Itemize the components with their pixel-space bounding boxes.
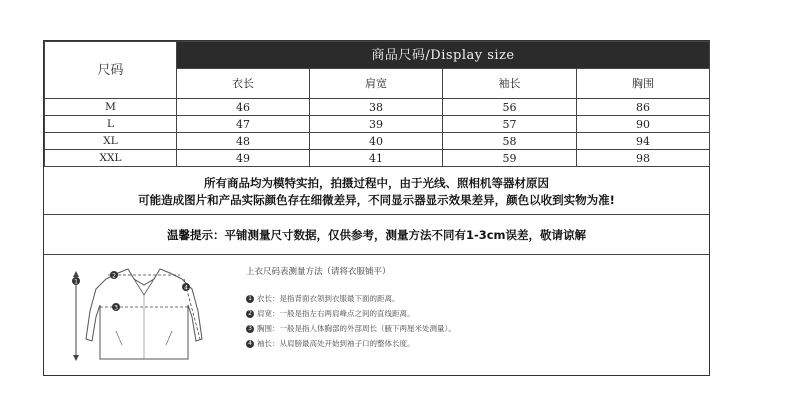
value-cell: 56	[443, 99, 577, 116]
size-cell: L	[45, 116, 177, 133]
value-cell: 94	[577, 133, 710, 150]
guide-number: 3	[246, 325, 254, 333]
size-cell: XL	[45, 133, 177, 150]
jacket-diagram	[66, 261, 226, 371]
value-cell: 98	[577, 150, 710, 167]
svg-text:2: 2	[112, 272, 116, 280]
svg-text:1: 1	[74, 278, 78, 286]
guide-title: 上衣尺码表测量方法（请将衣服铺平）	[246, 267, 391, 277]
value-cell: 48	[177, 133, 310, 150]
disclaimer-line-2: 可能造成图片和产品实际颜色存在细微差异，不同显示器显示效果差异，颜色以收到实物为准!	[138, 193, 615, 207]
guide-text: 袖长：从肩膀最高处开始到袖子口的整体长度。	[257, 339, 415, 348]
guide-number: 1	[246, 295, 254, 303]
value-cell: 38	[310, 99, 443, 116]
value-cell: 39	[310, 116, 443, 133]
size-cell: XXL	[45, 150, 177, 167]
disclaimer-line-1: 所有商品均为模特实拍，拍摄过程中，由于光线、照相机等器材原因	[204, 176, 549, 190]
value-cell: 57	[443, 116, 577, 133]
guide-item	[246, 293, 400, 304]
size-cell: M	[45, 99, 177, 116]
size-chart-frame	[43, 40, 710, 376]
table-row	[45, 116, 710, 133]
value-cell: 41	[310, 150, 443, 167]
col-shoulder: 肩宽	[310, 69, 443, 99]
value-cell: 59	[443, 150, 577, 167]
guide-item	[246, 323, 456, 334]
table-row	[45, 99, 710, 116]
guide-item	[246, 338, 415, 349]
guide-item	[246, 308, 415, 319]
table-row	[45, 150, 710, 167]
value-cell: 90	[577, 116, 710, 133]
size-table	[44, 41, 710, 167]
marker-2	[110, 271, 118, 280]
value-cell: 49	[177, 150, 310, 167]
marker-1	[72, 277, 80, 286]
table-title: 商品尺码/Display size	[177, 42, 710, 69]
value-cell: 46	[177, 99, 310, 116]
color-disclaimer	[44, 170, 709, 215]
col-sleeve: 袖长	[443, 69, 577, 99]
value-cell: 47	[177, 116, 310, 133]
svg-text:4: 4	[184, 284, 188, 292]
col-chest: 胸围	[577, 69, 710, 99]
marker-3	[112, 303, 120, 312]
guide-number: 2	[246, 310, 254, 318]
col-length: 衣长	[177, 69, 310, 99]
svg-text:3: 3	[114, 304, 118, 312]
guide-number: 4	[246, 340, 254, 348]
table-row	[45, 133, 710, 150]
measurement-tip: 温馨提示：平铺测量尺寸数据，仅供参考，测量方法不同有1-3cm误差，敬请谅解	[44, 216, 709, 255]
guide-text: 胸围：一般是指人体胸部的外部周长（腋下两厘米处测量）。	[257, 324, 456, 333]
size-header: 尺码	[45, 42, 177, 99]
value-cell: 58	[443, 133, 577, 150]
value-cell: 86	[577, 99, 710, 116]
guide-text: 衣长：是指背面衣领到衣服最下面的距离。	[257, 294, 400, 303]
measurement-guide	[44, 255, 709, 376]
marker-4	[182, 283, 190, 292]
guide-text: 肩宽：一般是指左右两肩峰点之间的直线距离。	[257, 309, 415, 318]
value-cell: 40	[310, 133, 443, 150]
